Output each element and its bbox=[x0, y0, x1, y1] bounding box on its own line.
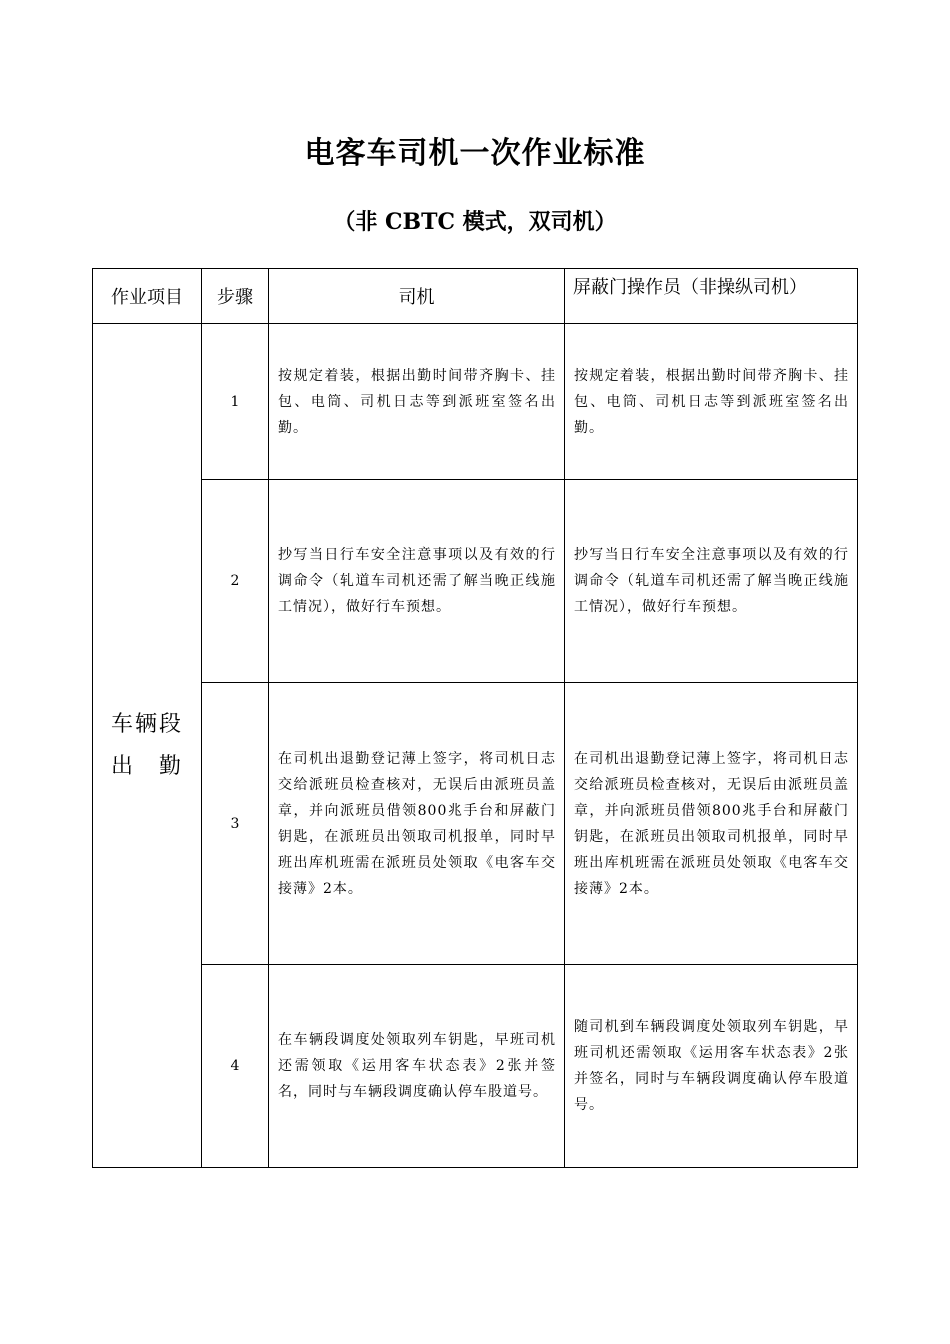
driver-text: 在司机出退勤登记薄上签字，将司机日志交给派班员检查核对，无误后由派班员盖章，并向派班员借领800兆手台和屏蔽门钥匙，在派班员出领取司机报单，同时早班出库机班需在派班员处领取《电客车交接薄》2本。 bbox=[269, 683, 565, 965]
driver-text: 在车辆段调度处领取列车钥匙，早班司机还需领取《运用客车状态表》2张并签名，同时与车辆段调度确认停车股道号。 bbox=[269, 965, 565, 1168]
table-row bbox=[93, 480, 858, 683]
standard-table bbox=[92, 268, 858, 1168]
psd-operator-text: 按规定着装，根据出勤时间带齐胸卡、挂包、电筒、司机日志等到派班室签名出勤。 bbox=[565, 324, 858, 480]
psd-operator-text: 在司机出退勤登记薄上签字，将司机日志交给派班员检查核对，无误后由派班员盖章，并向派班员借领800兆手台和屏蔽门钥匙，在派班员出领取司机报单，同时早班出库机班需在派班员处领取《电客车交接薄》2本。 bbox=[565, 683, 858, 965]
step-number: 2 bbox=[202, 480, 269, 683]
document-title: 电客车司机一次作业标准 bbox=[304, 136, 646, 171]
header-category: 作业项目 bbox=[93, 269, 202, 324]
table-header-row bbox=[93, 269, 858, 324]
header-step: 步骤 bbox=[202, 269, 269, 324]
table-row bbox=[93, 683, 858, 965]
category-line-2: 出 勤 bbox=[110, 753, 183, 779]
document-subtitle: （非 CBTC 模式，双司机） bbox=[333, 209, 617, 235]
psd-operator-text: 随司机到车辆段调度处领取列车钥匙，早班司机还需领取《运用客车状态表》2张并签名，同时与车辆段调度确认停车股道号。 bbox=[565, 965, 858, 1168]
step-number: 1 bbox=[202, 324, 269, 480]
category-line-1: 车辆段 bbox=[110, 711, 183, 737]
category-cell bbox=[93, 324, 202, 1168]
driver-text: 按规定着装，根据出勤时间带齐胸卡、挂包、电筒、司机日志等到派班室签名出勤。 bbox=[269, 324, 565, 480]
header-driver: 司机 bbox=[269, 269, 565, 324]
psd-operator-text: 抄写当日行车安全注意事项以及有效的行调命令（轧道车司机还需了解当晚正线施工情况），做好行车预想。 bbox=[565, 480, 858, 683]
driver-text: 抄写当日行车安全注意事项以及有效的行调命令（轧道车司机还需了解当晚正线施工情况），做好行车预想。 bbox=[269, 480, 565, 683]
table-row bbox=[93, 965, 858, 1168]
step-number: 3 bbox=[202, 683, 269, 965]
step-number: 4 bbox=[202, 965, 269, 1168]
table-row bbox=[93, 324, 858, 480]
header-psd-operator: 屏蔽门操作员（非操纵司机） bbox=[565, 269, 858, 324]
